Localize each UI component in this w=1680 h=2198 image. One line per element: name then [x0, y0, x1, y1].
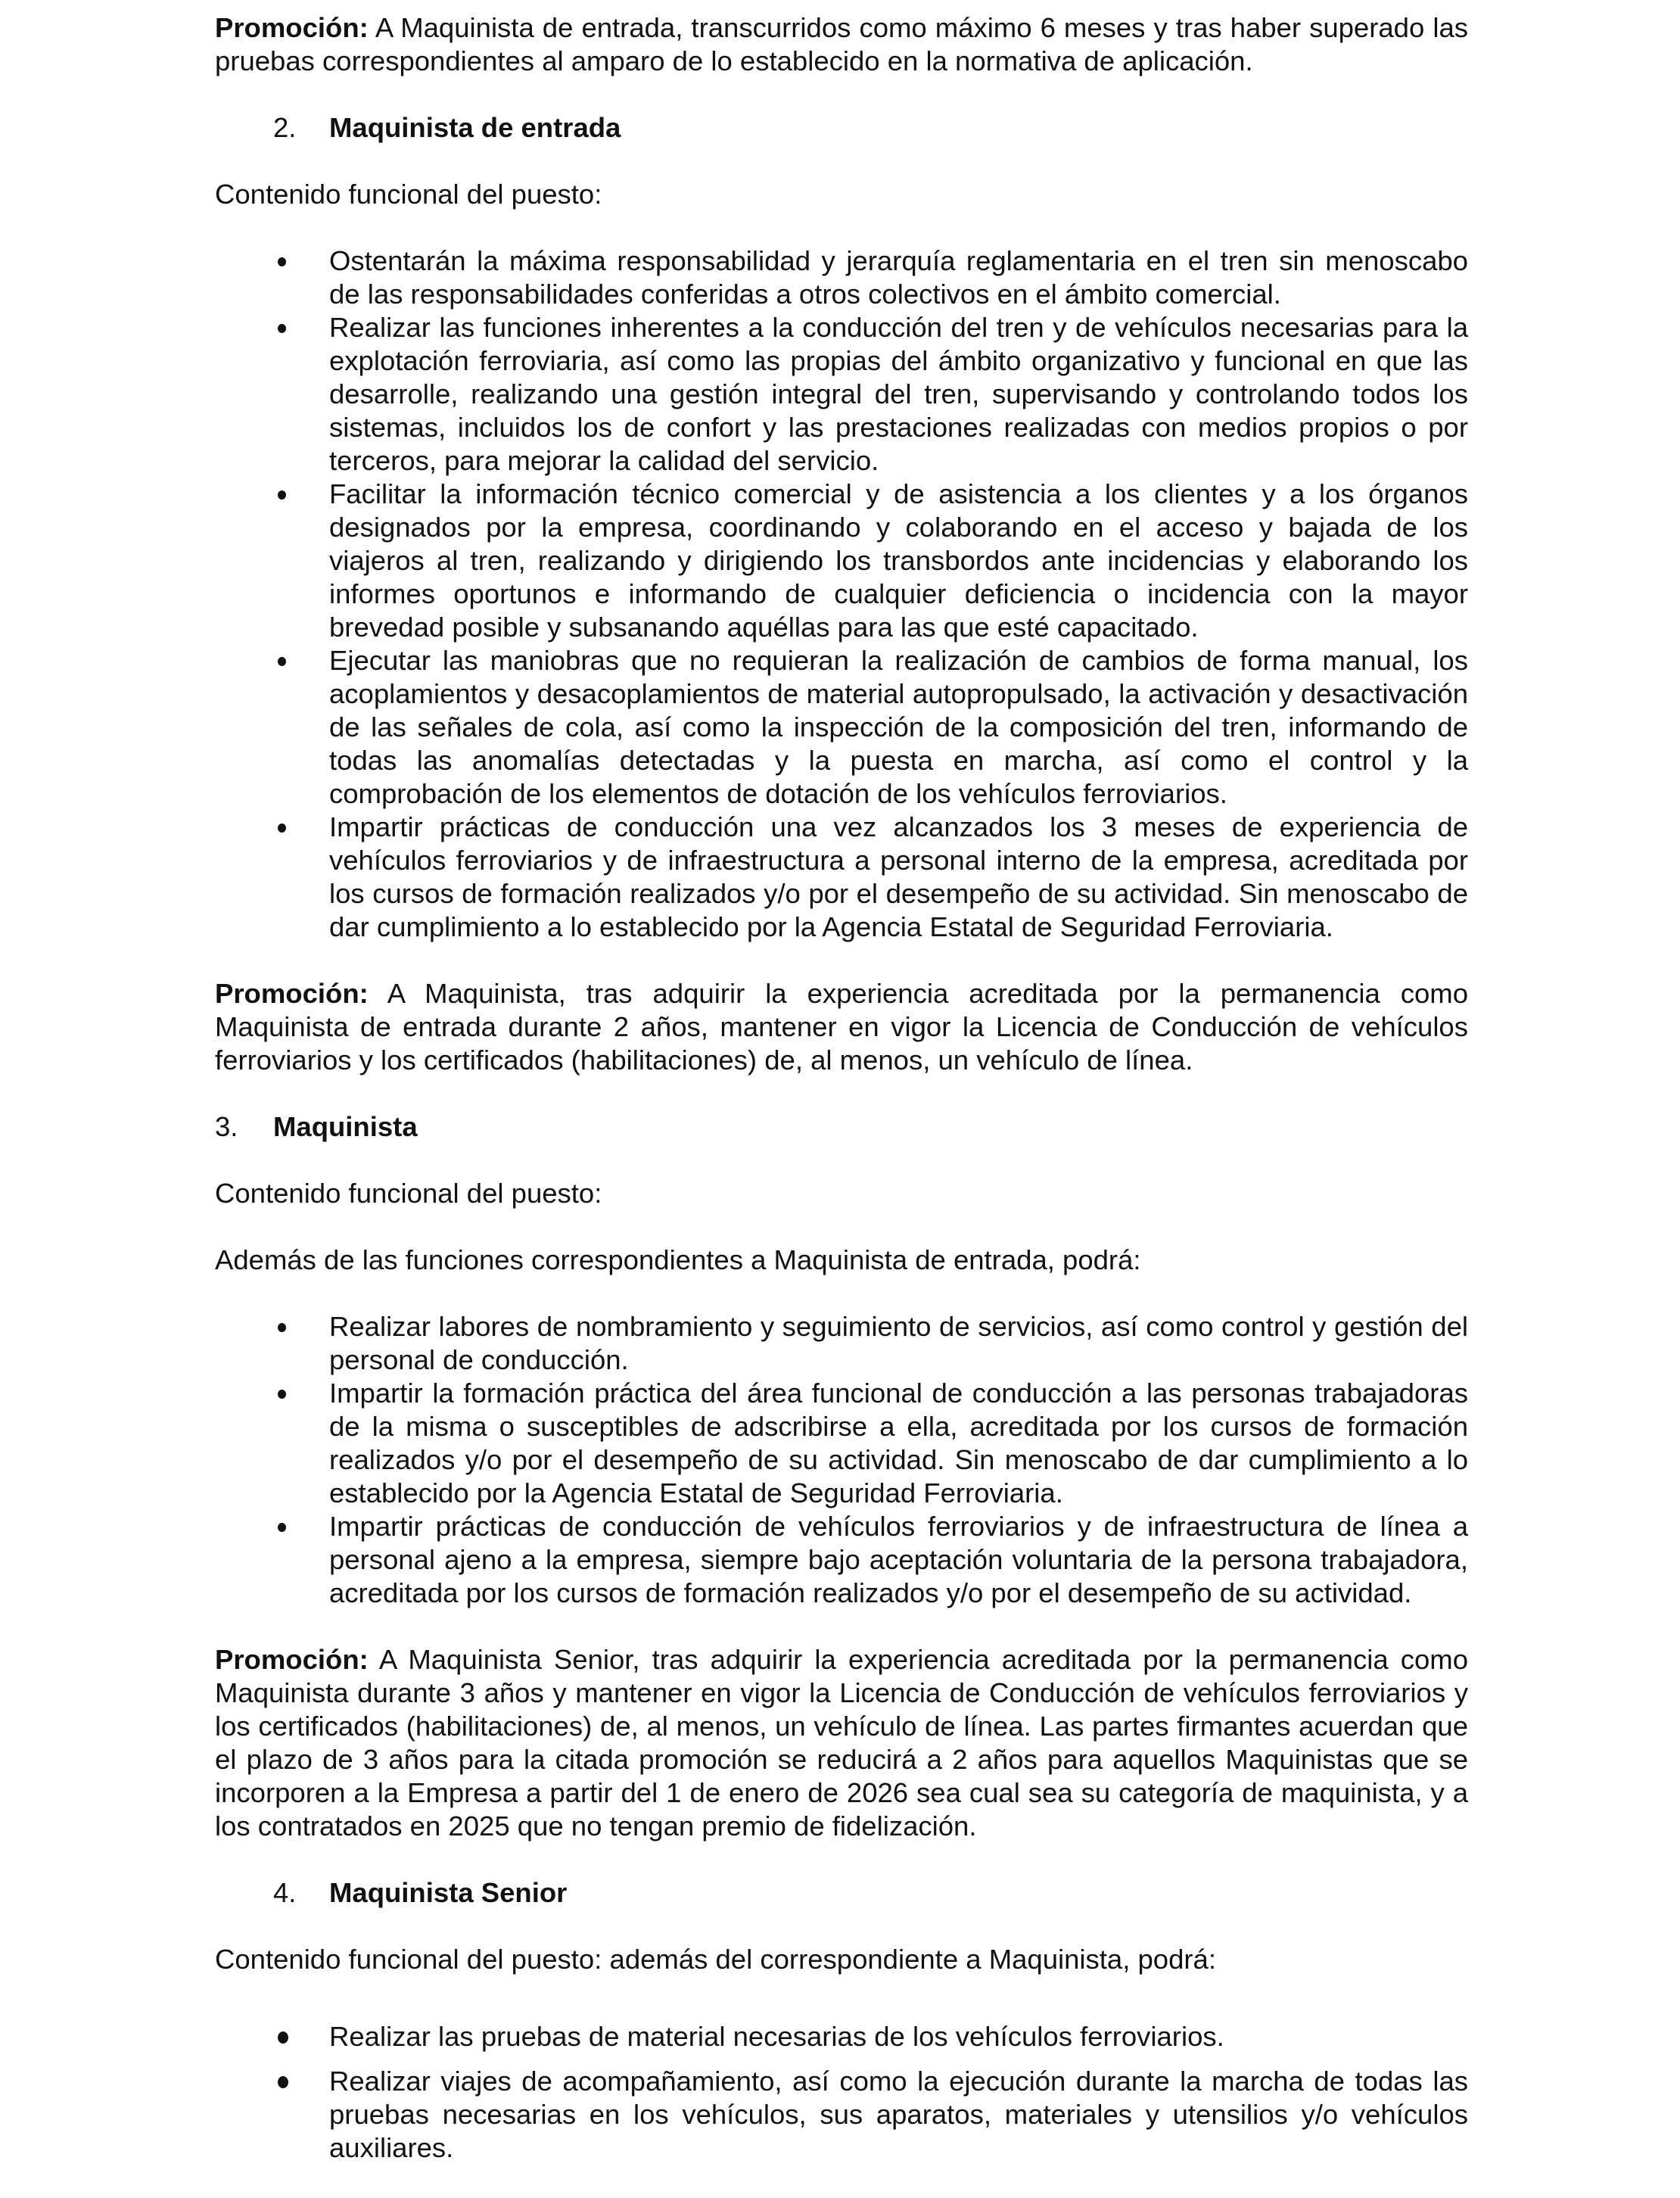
- bullet-icon: [278, 823, 286, 833]
- section-heading: 4. Maquinista Senior: [273, 1877, 568, 1908]
- list-item: Realizar viajes de acompañamiento, así como la ejecución durante la marcha de todas las pruebas necesarias en los vehículos, sus aparatos, materiales y utensilios y/o vehículos auxiliares.: [215, 2065, 1468, 2165]
- intro-promotion: Promoción: A Maquinista de entrada, transcurridos como máximo 6 meses y tras haber superado las pruebas correspondientes al amparo de lo establecido en la normativa de aplicación.: [215, 12, 1468, 76]
- promotion-paragraph: Promoción: A Maquinista Senior, tras adquirir la experiencia acreditada por la permanencia como Maquinista durante 3 años y mantener en vigor la Licencia de Conducción de vehículos ferroviarios y los certificados (habilitaciones) de, al menos, un vehículo de línea. Las partes firmantes acuerdan que el plazo de 3 años para la citada promoción se reducirá a 2 años para aquellos Maquinistas que se incorporen a la Empresa a partir del 1 de enero de 2026 sea cual sea su categoría de maquinista, y a los contratados en 2025 que no tengan premio de fidelización.: [215, 1644, 1468, 1842]
- content-label: Contenido funcional del puesto: además del correspondiente a Maquinista, podrá:: [215, 1944, 1216, 1975]
- bullet-icon: [278, 1323, 286, 1332]
- promotion-paragraph: Promoción: A Maquinista, tras adquirir la experiencia acreditada por la permanencia como Maquinista de entrada durante 2 años, mantener en vigor la Licencia de Conducción de vehículos ferroviarios y los certificados (habilitaciones) de, al menos, un vehículo de línea.: [215, 978, 1468, 1076]
- bullet-icon: [278, 2031, 288, 2044]
- list-item: Ejecutar las maniobras que no requieran la realización de cambios de forma manual, los acoplamientos y desacoplamientos de material autopropulsado, la activación y desactivación de las señales de cola, así como la inspección de la composición del tren, informando de todas las anomalías detectadas y la puesta en marcha, así como el control y la comprobación de los elementos de dotación de los vehículos ferroviarios.: [215, 644, 1468, 811]
- bullet-icon: [278, 1390, 286, 1399]
- bullet-list: [215, 2020, 1468, 2165]
- list-item: Realizar labores de nombramiento y seguimiento de servicios, así como control y gestión del personal de conducción.: [215, 1310, 1468, 1377]
- list-item: Realizar las pruebas de material necesarias de los vehículos ferroviarios.: [215, 2020, 1468, 2053]
- bullet-list: [215, 244, 1468, 944]
- content-label: Contenido funcional del puesto:: [215, 1178, 602, 1209]
- bullet-icon: [278, 257, 286, 266]
- list-item: Ostentarán la máxima responsabilidad y jerarquía reglamentaria en el tren sin menoscabo de las responsabilidades conferidas a otros colectivos en el ámbito comercial.: [215, 244, 1468, 311]
- bullet-icon: [278, 1523, 286, 1532]
- list-item: Impartir prácticas de conducción una vez alcanzados los 3 meses de experiencia de vehículos ferroviarios y de infraestructura a personal interno de la empresa, acreditada por los cursos de formación realizados y/o por el desempeño de su actividad. Sin menoscabo de dar cumplimiento a lo establecido por la Agencia Estatal de Seguridad Ferroviaria.: [215, 811, 1468, 944]
- list-item: Impartir la formación práctica del área funcional de conducción a las personas trabajadoras de la misma o susceptibles de adscribirse a ella, acreditada por los cursos de formación realizados y/o por el desempeño de su actividad. Sin menoscabo de dar cumplimiento a lo establecido por la Agencia Estatal de Seguridad Ferroviaria.: [215, 1377, 1468, 1510]
- section-heading: 3. Maquinista: [215, 1111, 418, 1142]
- bullet-list: [215, 1310, 1468, 1610]
- section-intro: Además de las funciones correspondientes a Maquinista de entrada, podrá:: [215, 1244, 1141, 1275]
- bullet-icon: [278, 2076, 288, 2088]
- content-label: Contenido funcional del puesto:: [215, 179, 602, 210]
- bullet-icon: [278, 490, 286, 500]
- list-item: Realizar las funciones inherentes a la conducción del tren y de vehículos necesarias para la explotación ferroviaria, así como las propias del ámbito organizativo y funcional en que las desarrolle, realizando una gestión integral del tren, supervisando y controlando todos los sistemas, incluidos los de confort y las prestaciones realizadas con medios propios o por terceros, para mejorar la calidad del servicio.: [215, 311, 1468, 478]
- list-item: Facilitar la información técnico comercial y de asistencia a los clientes y a los órganos designados por la empresa, coordinando y colaborando en el acceso y bajada de los viajeros al tren, realizando y dirigiendo los transbordos ante incidencias y elaborando los informes oportunos e informando de cualquier deficiencia o incidencia con la mayor brevedad posible y subsanando aquéllas para las que esté capacitado.: [215, 478, 1468, 644]
- list-item: Impartir prácticas de conducción de vehículos ferroviarios y de infraestructura de línea a personal ajeno a la empresa, siempre bajo aceptación voluntaria de la persona trabajadora, acreditada por los cursos de formación realizados y/o por el desempeño de su actividad.: [215, 1510, 1468, 1610]
- promotion-label: Promoción:: [215, 12, 369, 43]
- section-heading: 2. Maquinista de entrada: [273, 112, 621, 143]
- bullet-icon: [278, 657, 286, 666]
- bullet-icon: [278, 324, 286, 333]
- document-page: [215, 11, 1468, 2198]
